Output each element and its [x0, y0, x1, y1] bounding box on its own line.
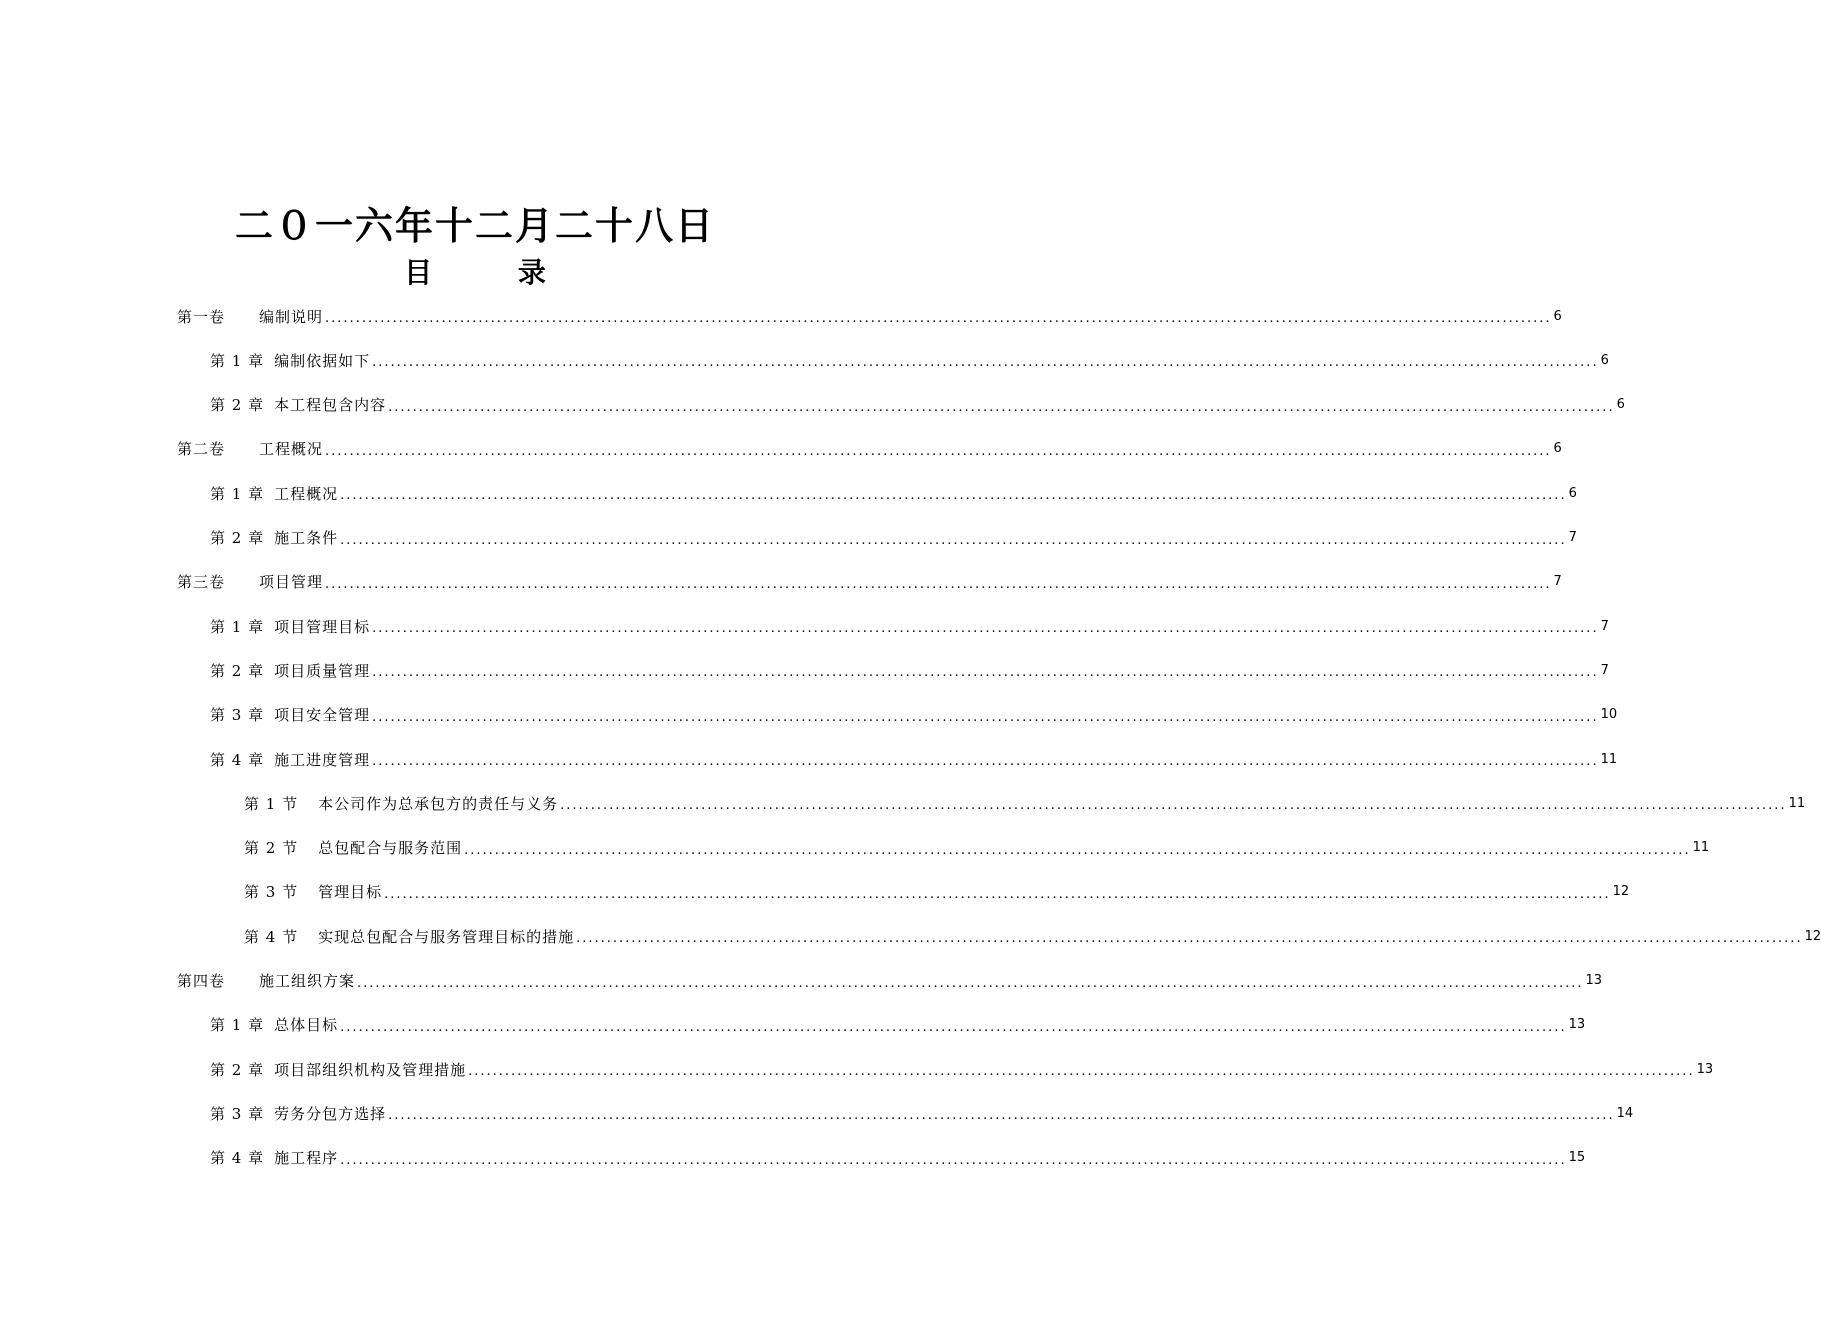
toc-entry[interactable]	[177, 296, 1562, 336]
toc-dot-leader: ........................................................................................................................................................................................................	[340, 488, 1567, 504]
toc-heading: 目 录	[404, 256, 584, 289]
toc-dot-leader: ........................................................................................................................................................................................................	[372, 709, 1599, 725]
toc-entry[interactable]	[210, 340, 1609, 380]
toc-entry-title: 总包配合与服务范围	[318, 839, 463, 858]
toc-entry-title: 本工程包含内容	[274, 396, 387, 415]
toc-entry-page-number: 14	[1616, 1105, 1634, 1121]
toc-dot-leader: ........................................................................................................................................................................................................	[372, 355, 1599, 371]
toc-dot-leader: ........................................................................................................................................................................................................	[468, 1064, 1695, 1080]
toc-entry-label: 第 2 节	[244, 839, 299, 858]
toc-entry-title: 实现总包配合与服务管理目标的措施	[318, 927, 575, 946]
toc-entry-page-number: 6	[1568, 485, 1577, 501]
toc-entry-label: 第 2 章	[210, 1060, 265, 1079]
toc-entry-label: 第 2 章	[210, 396, 265, 415]
toc-entry-label: 第 4 章	[210, 750, 265, 769]
toc-dot-leader: ........................................................................................................................................................................................................	[340, 1019, 1567, 1035]
toc-entry-title: 项目质量管理	[274, 661, 371, 680]
toc-entry-page-number: 7	[1553, 574, 1562, 590]
toc-entry-title: 项目管理目标	[274, 617, 371, 636]
toc-dot-leader: ........................................................................................................................................................................................................	[464, 842, 1691, 858]
toc-dot-leader: ........................................................................................................................................................................................................	[325, 311, 1552, 326]
toc-entry-page-number: 11	[1692, 840, 1710, 856]
toc-entry-title: 本公司作为总承包方的责任与义务	[318, 794, 559, 813]
toc-entry-page-number: 6	[1600, 352, 1609, 368]
toc-entry-title: 管理目标	[318, 883, 383, 902]
toc-dot-leader: ........................................................................................................................................................................................................	[372, 621, 1599, 637]
toc-entry-label: 第 1 章	[210, 617, 265, 636]
toc-entry-page-number: 6	[1616, 397, 1625, 413]
toc-entry[interactable]	[244, 916, 1821, 956]
toc-entry-title: 项目安全管理	[274, 706, 371, 725]
toc-entry-title: 编制说明	[259, 307, 324, 326]
toc-entry-page-number: 10	[1600, 707, 1618, 723]
toc-entry-page-number: 11	[1788, 795, 1806, 811]
toc-entry-page-number: 12	[1612, 884, 1630, 900]
toc-entry-title: 劳务分包方选择	[274, 1104, 387, 1123]
toc-entry-label: 第 4 章	[210, 1149, 265, 1168]
toc-entry-label: 第 1 章	[210, 351, 265, 370]
toc-entry-title: 工程概况	[274, 484, 339, 503]
toc-dot-leader: ........................................................................................................................................................................................................	[560, 798, 1787, 814]
toc-entry[interactable]	[210, 1005, 1586, 1045]
toc-dot-leader: ........................................................................................................................................................................................................	[576, 931, 1803, 947]
toc-dot-leader: ........................................................................................................................................................................................................	[384, 886, 1611, 902]
toc-entry-label: 第 3 节	[244, 883, 299, 902]
toc-entry-label: 第三卷	[177, 573, 226, 592]
toc-entry-label: 第 1 节	[244, 794, 299, 813]
toc-entry-label: 第二卷	[177, 440, 226, 459]
toc-entry-title: 工程概况	[259, 440, 324, 459]
toc-entry-label: 第 2 章	[210, 661, 265, 680]
toc-entry-title: 施工组织方案	[259, 972, 356, 990]
toc-entry[interactable]	[210, 650, 1609, 690]
toc-entry-label: 第 1 章	[210, 1016, 265, 1035]
toc-entry[interactable]	[210, 1049, 1714, 1089]
toc-entry-title: 总体目标	[274, 1016, 339, 1035]
toc-entry-page-number: 7	[1600, 662, 1609, 678]
toc-entry-page-number: 12	[1804, 928, 1821, 944]
toc-entry[interactable]	[210, 518, 1577, 558]
toc-entry[interactable]	[177, 562, 1562, 602]
toc-entry-title: 项目管理	[259, 573, 324, 592]
toc-entry[interactable]	[244, 872, 1630, 912]
toc-entry-label: 第 4 节	[244, 927, 299, 946]
toc-entry-title: 编制依据如下	[274, 351, 371, 370]
toc-entry-label: 第 1 章	[210, 484, 265, 503]
toc-entry-title: 施工程序	[274, 1149, 339, 1168]
toc-dot-leader: ........................................................................................................................................................................................................	[340, 1152, 1567, 1168]
toc-dot-leader: ........................................................................................................................................................................................................	[357, 975, 1584, 991]
toc-entry-label: 第四卷	[177, 972, 226, 990]
toc-entry[interactable]	[210, 385, 1625, 425]
toc-entry[interactable]	[210, 695, 1618, 735]
toc-dot-leader: ........................................................................................................................................................................................................	[372, 754, 1599, 769]
toc-entry[interactable]	[210, 739, 1618, 779]
toc-entry-page-number: 7	[1568, 530, 1577, 545]
toc-entry-title: 施工条件	[274, 529, 339, 547]
toc-entry[interactable]	[244, 828, 1710, 868]
toc-dot-leader: ........................................................................................................................................................................................................	[372, 665, 1599, 681]
toc-entry-title: 施工进度管理	[274, 750, 371, 769]
toc-entry-page-number: 11	[1600, 751, 1618, 767]
toc-entry-title: 项目部组织机构及管理措施	[274, 1060, 467, 1079]
toc-entry-page-number: 7	[1600, 618, 1609, 634]
toc-entry-page-number: 13	[1585, 973, 1603, 988]
toc-entry[interactable]	[177, 961, 1603, 1001]
toc-entry-label: 第 3 章	[210, 706, 265, 725]
toc-entry-page-number: 15	[1568, 1150, 1586, 1166]
toc-entry-label: 第 2 章	[210, 529, 265, 547]
toc-dot-leader: ........................................................................................................................................................................................................	[388, 399, 1615, 415]
toc-entry-label: 第一卷	[177, 307, 226, 326]
toc-dot-leader: ........................................................................................................................................................................................................	[388, 1108, 1615, 1124]
toc-dot-leader: ........................................................................................................................................................................................................	[325, 443, 1552, 459]
toc-entry[interactable]	[210, 1138, 1586, 1178]
toc-dot-leader: ........................................................................................................................................................................................................	[325, 576, 1552, 592]
toc-entry[interactable]	[210, 606, 1609, 646]
toc-entry-page-number: 6	[1553, 441, 1562, 457]
toc-entry-page-number: 13	[1696, 1061, 1714, 1077]
toc-entry-page-number: 6	[1553, 308, 1562, 324]
toc-entry[interactable]	[244, 783, 1806, 823]
toc-entry-page-number: 13	[1568, 1017, 1586, 1033]
toc-entry-label: 第 3 章	[210, 1104, 265, 1123]
toc-entry[interactable]	[210, 1093, 1634, 1133]
toc-entry[interactable]	[210, 473, 1577, 513]
toc-entry[interactable]	[177, 429, 1562, 469]
document-date-heading: 二０一六年十二月二十八日	[234, 203, 715, 248]
toc-dot-leader: ........................................................................................................................................................................................................	[340, 532, 1567, 548]
